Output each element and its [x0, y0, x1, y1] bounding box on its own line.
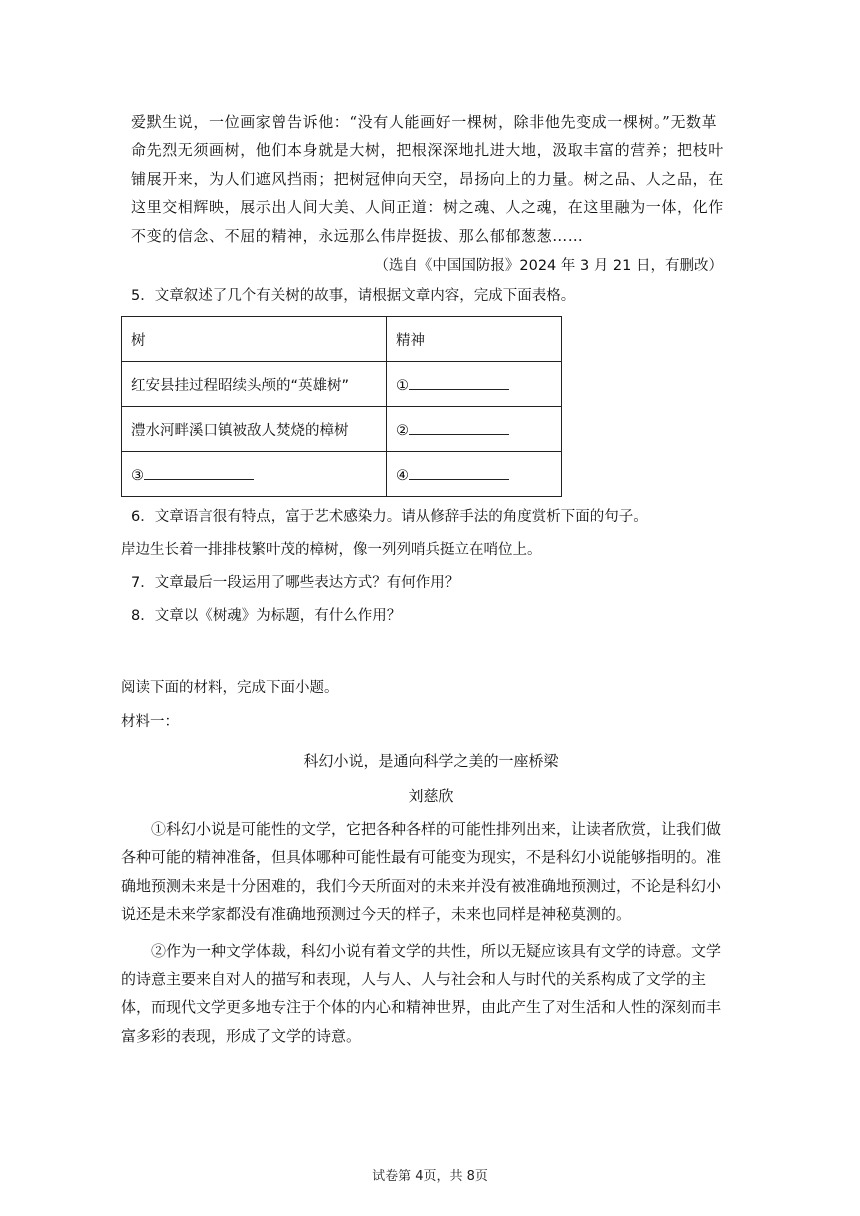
- table-cell-spirit-1[interactable]: [387, 362, 562, 407]
- table-cell-tree-2: 澧水河畔溪口镇被敌人焚烧的樟树: [122, 407, 387, 452]
- table-cell-tree-3[interactable]: [122, 452, 387, 497]
- blank-label-1: ①: [396, 377, 409, 394]
- table-row: [122, 452, 562, 497]
- article-author: 刘慈欣: [408, 787, 454, 806]
- reading-instruction: 阅读下面的材料，完成下面小题。: [121, 680, 339, 697]
- table-row: [122, 407, 562, 452]
- table-row: [122, 362, 562, 407]
- answer-blank-1[interactable]: [409, 375, 509, 390]
- table-header-row: [122, 317, 562, 362]
- answer-blank-3[interactable]: [144, 465, 254, 480]
- passage-final-paragraph: 爱默生说，一位画家曾告诉他：“没有人能画好一棵树，除非他先变成一棵树。”无数革命先烈无须画树，他们本身就是大树，把根深深地扎进大地，汲取丰富的营养；把枝叶铺展开来，为人们遮风挡雨；把树冠伸向天空，昂扬向上的力量。树之品、人之品，在这里交相辉映，展示出人间大美、人间正道：树之魂、人之魂，在这里融为一体，化作不变的信念、不屈的精神，永远那么伟岸挺拔、那么郁郁葱葱……: [131, 113, 724, 245]
- article-paragraph-1: ①科幻小说是可能性的文学，它把各种各样的可能性排列出来，让读者欣赏，让我们做各种可能的精神准备，但具体哪种可能性最有可能变为现实，不是科幻小说能够指明的。准确地预测未来是十分困难的，我们今天所面对的未来并没有被准确地预测过，不论是科幻小说还是未来学家都没有准确地预测过今天的样子，未来也同样是神秘莫测的。: [121, 820, 722, 924]
- article-title: 科幻小说，是通向科学之美的一座桥梁: [303, 752, 559, 771]
- table-cell-spirit-2[interactable]: [387, 407, 562, 452]
- article-paragraph-2: ②作为一种文学体裁，科幻小说有着文学的共性，所以无疑应该具有文学的诗意。文学的诗意主要来自对人的描写和表现，人与人、人与社会和人与时代的关系构成了文学的主体，而现代文学更多地专注于个体的内心和精神世界，由此产生了对生活和人性的深刻而丰富多彩的表现，形成了文学的诗意。: [121, 941, 722, 1045]
- question-6: 6．文章语言很有特点，富于艺术感染力。请从修辞手法的角度赏析下面的句子。: [131, 509, 648, 526]
- table-cell-spirit-3[interactable]: [387, 452, 562, 497]
- page-content: [121, 108, 731, 1050]
- answer-blank-2[interactable]: [409, 420, 509, 435]
- blank-label-4: ④: [396, 467, 409, 484]
- blank-label-2: ②: [396, 422, 409, 439]
- table-header-spirit: 精神: [387, 317, 562, 362]
- answer-blank-4[interactable]: [409, 465, 509, 480]
- question-5: 5．文章叙述了几个有关树的故事，请根据文章内容，完成下面表格。: [131, 288, 576, 305]
- question-6-sentence: 岸边生长着一排排枝繁叶茂的樟树，像一列列哨兵挺立在哨位上。: [121, 542, 542, 559]
- question-7: 7．文章最后一段运用了哪些表达方式？有何作用？: [131, 575, 460, 592]
- question-8: 8．文章以《树魂》为标题，有什么作用？: [131, 608, 402, 625]
- passage-source: （选自《中国国防报》2024 年 3 月 21 日，有删改）: [374, 258, 723, 275]
- page-footer: 试卷第 4页，共 8页: [372, 1169, 488, 1184]
- material-label: 材料一：: [121, 714, 179, 731]
- table-cell-tree-1: 红安县挂过程昭续头颅的“英雄树”: [122, 362, 387, 407]
- blank-label-3: ③: [131, 467, 144, 484]
- answer-table: [121, 316, 562, 497]
- table-header-tree: 树: [122, 317, 387, 362]
